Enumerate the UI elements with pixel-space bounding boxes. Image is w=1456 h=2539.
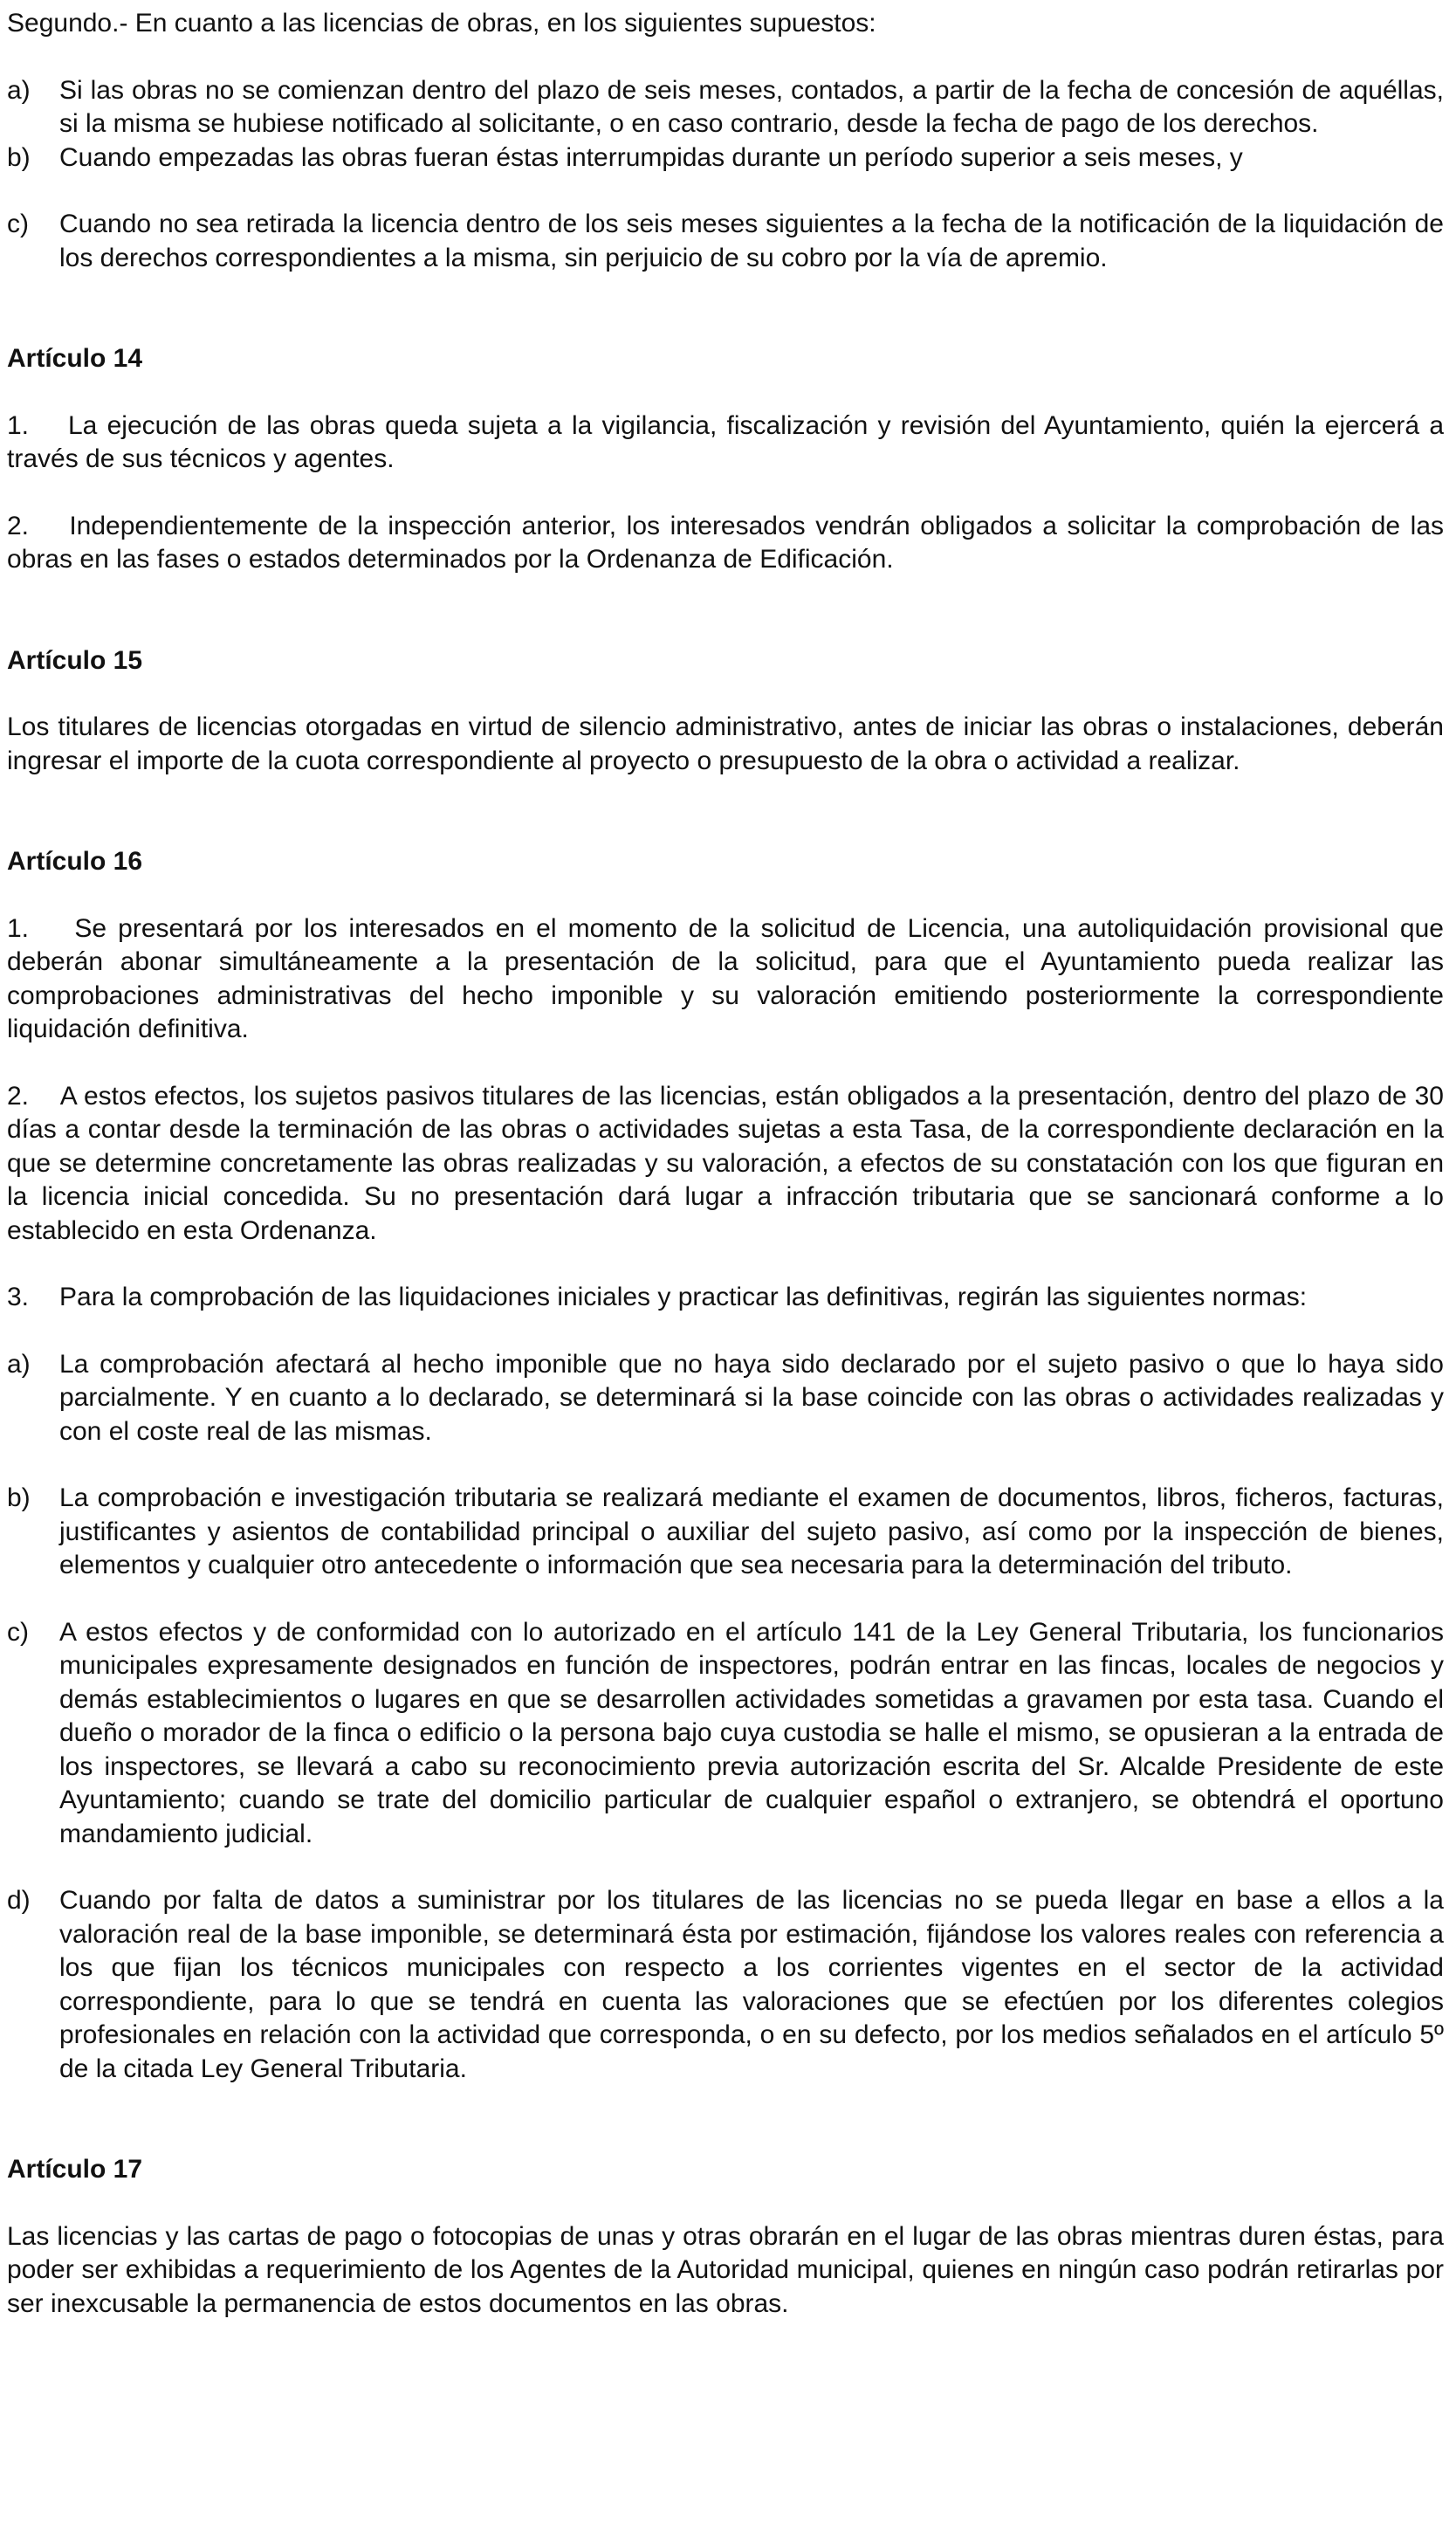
article-16-paragraph-1 [7,912,1444,1047]
article-17-paragraph-1: Las licencias y las cartas de pago o fotocopias de unas y otras obrarán en el lugar de las obras mientras duren éstas, para poder ser exhibidas a requerimiento de los Agentes de la Autoridad municipal, quienes en ningún caso podrán retirarlas por ser inexcusable la permanencia de estos documentos en las obras. [7,2221,1444,2318]
article-17-title: Artículo 17 [7,2155,143,2184]
item-text: La comprobación afectará al hecho imponible que no haya sido declarado por el sujeto pasivo o que lo haya sido parcialmente. Y en cuanto a lo declarado, se determinará si la base coincide con las obras o actividades realizadas y con el coste real de las mismas. [59,1349,1444,1446]
intro-item-b [7,141,1444,175]
article-16-paragraph-3 [7,1281,1444,1315]
paragraph-text: Para la comprobación de las liquidaciones iniciales y practicar las definitivas, regirán las siguientes normas: [59,1283,1308,1311]
paragraph-number: 1. [7,410,30,440]
paragraph-text: La ejecución de las obras queda sujeta a la vigilancia, fiscalización y revisión del Ayuntamiento, quién la ejercerá a través de sus técnicos y agentes. [7,410,1445,473]
paragraph-text: Independientemente de la inspección anterior, los interesados vendrán obligados a solicitar la comprobación de las obras en las fases o estados determinados por la Ordenanza de Edificación. [7,511,1445,574]
item-text: Si las obras no se comienzan dentro del plazo de seis meses, contados, a partir de la fecha de concesión de aquéllas, si la misma se hubiese notificado al solicitante, o en caso contrario, desde la fecha de pago de los derechos. [59,75,1444,138]
paragraph-number: 2. [7,511,30,540]
article-14-title: Artículo 14 [7,344,143,373]
item-label: d) [7,1886,31,1915]
item-text: Cuando empezadas las obras fueran éstas interrumpidas durante un período superior a seis meses, y [59,142,1243,172]
item-text: Cuando por falta de datos a suministrar por los titulares de las licencias no se pueda llegar en base a ellos a la valoración real de la base imponible, se determinará ésta por estimación, fijándose los valores reales con referencia a los que fijan los técnicos municipales con respecto a los corrientes vigentes en el sector de la actividad correspondiente, para lo que se tendrá en cuenta las valoraciones que se efectúen por los diferentes colegios profesionales en relación con la actividad que corresponda, o en su defecto, por los medios señalados en el artículo 5º de la citada Ley General Tributaria. [59,1886,1444,2083]
article-16-item-c [7,1616,1444,1852]
paragraph-number: 3. [7,1283,30,1311]
item-label: c) [7,1617,29,1647]
article-15-title: Artículo 15 [7,645,143,675]
item-text: A estos efectos y de conformidad con lo autorizado en el artículo 141 de la Ley General Tributaria, los funcionarios municipales expresamente designados en función de inspectores, podrán entrar en las fincas, locales de negocios y demás establecimientos o lugares en que se desarrollen actividades sometidas a gravamen por esta tasa. Cuando el dueño o morador de la finca o edificio o la persona bajo cuya custodia se halle el mismo, se opusieran a la entrada de los inspectores, se llevará a cabo su reconocimiento previa autorización escrita del Sr. Alcalde Presidente de este Ayuntamiento; cuando se trate del domicilio particular de cualquier español o extranjero, se obtendrá el oportuno mandamiento judicial. [59,1617,1444,1848]
article-14-paragraph-2 [7,510,1444,577]
article-16-item-b [7,1482,1444,1583]
article-16-item-d [7,1884,1444,2086]
intro-item-c [7,208,1444,275]
paragraph-text: A estos efectos, los sujetos pasivos titulares de las licencias, están obligados a la presentación, dentro del plazo de 30 días a contar desde la terminación de las obras o actividades sujetas a esta Tasa, de la correspondiente declaración en la que se determine concretamente las obras realizadas y su valoración, a efectos de su constatación con los que figuran en la licencia inicial concedida. Su no presentación dará lugar a infracción tributaria que se sancionará conforme a lo establecido en esta Ordenanza. [7,1081,1444,1245]
article-16-title: Artículo 16 [7,847,143,876]
item-label: a) [7,75,31,105]
intro-item-a [7,74,1444,141]
item-text: La comprobación e investigación tributaria se realizará mediante el examen de documentos, libros, ficheros, facturas, justificantes y asientos de contabilidad principal o auxiliar del sujeto pasivo, así como por la inspección de bienes, elementos y cualquier otro antecedente o información que sea necesaria para la determinación del tributo. [59,1483,1444,1579]
paragraph-number: 1. [7,913,30,943]
article-14-paragraph-1 [7,409,1444,477]
item-label: c) [7,210,29,238]
article-15-paragraph-1: Los titulares de licencias otorgadas en virtud de silencio administrativo, antes de iniciar las obras o instalaciones, deberán ingresar el importe de la cuota correspondiente al proyecto o presupuesto de la obra o actividad a realizar. [7,712,1444,775]
item-text: Cuando no sea retirada la licencia dentro de los seis meses siguientes a la fecha de la notificación de la liquidación de los derechos correspondientes a la misma, sin perjuicio de su cobro por la vía de apremio. [59,210,1444,272]
article-16-paragraph-2 [7,1080,1444,1249]
paragraph-text: Se presentará por los interesados en el momento de la solicitud de Licencia, una autoliquidación provisional que deberán abonar simultáneamente a la presentación de la solicitud, para que el Ayuntamiento pueda realizar las comprobaciones administrativas del hecho imponible y su valoración emitiendo posteriormente la correspondiente liquidación definitiva. [7,913,1444,1043]
article-16-item-a [7,1348,1444,1449]
item-label: b) [7,142,31,172]
item-label: a) [7,1349,31,1379]
item-label: b) [7,1483,31,1512]
intro-paragraph: Segundo.- En cuanto a las licencias de obras, en los siguientes supuestos: [7,9,876,38]
paragraph-number: 2. [7,1081,30,1111]
